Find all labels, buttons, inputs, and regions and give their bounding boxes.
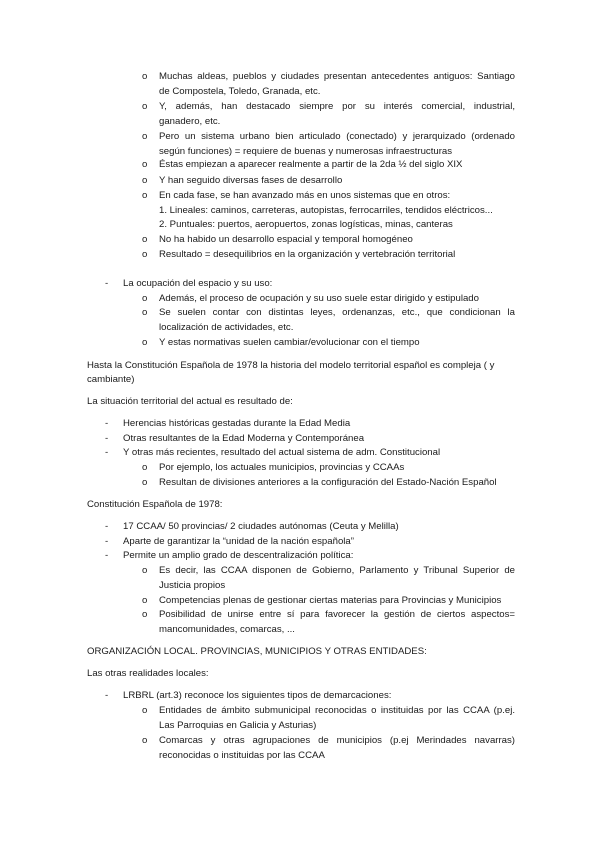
bullet-dash: - [105,550,109,561]
bullet-circle: o [142,595,148,606]
bullet-circle: o [142,234,148,245]
list-item-continued: 1. Lineales: caminos, carreteras, autopistas, ferrocarriles, tendidos eléctricos... [159,205,493,216]
list-item: Entidades de ámbito submunicipal reconocidas o instituidas por las CCAA (p.ej. [159,705,515,716]
list-item-continued: localización de actividades, etc. [159,322,294,333]
bullet-dash: - [105,521,109,532]
list-item: Y, además, han destacado siempre por su interés comercial, industrial, [159,101,515,112]
list-item-continued: de Compostela, Toledo, Granada, etc. [159,86,321,97]
list-item: La ocupación del espacio y su uso: [123,278,273,289]
list-item-continued: 2. Puntuales: puertos, aeropuertos, zonas logísticas, minas, canteras [159,219,453,230]
list-item: Por ejemplo, los actuales municipios, provincias y CCAAs [159,462,405,473]
bullet-circle: o [142,609,148,620]
list-item: Es decir, las CCAA disponen de Gobierno, Parlamento y Tribunal Superior de [159,565,515,576]
list-item: Muchas aldeas, pueblos y ciudades presentan antecedentes antiguos: Santiago [159,71,515,82]
bullet-dash: - [105,447,109,458]
paragraph: Constitución Española de 1978: [87,499,223,510]
bullet-circle: o [142,101,148,112]
bullet-circle: o [142,477,148,488]
bullet-circle: o [142,337,148,348]
list-item: Además, el proceso de ocupación y su uso suele estar dirigido y estipulado [159,293,479,304]
list-item: Y han seguido diversas fases de desarrollo [159,175,343,186]
list-item-continued: según funciones) = requiere de buenas y numerosas infraestructuras [159,146,453,157]
bullet-dash: - [105,433,109,444]
bullet-circle: o [142,293,148,304]
list-item: Aparte de garantizar la “unidad de la nación española” [123,536,354,547]
list-item-continued: mancomunidades, comarcas, ... [159,624,295,635]
list-item: 17 CCAA/ 50 provincias/ 2 ciudades autónomas (Ceuta y Melilla) [123,521,399,532]
paragraph: La situación territorial del actual es resultado de: [87,396,293,407]
bullet-dash: - [105,690,109,701]
list-item: En cada fase, se han avanzado más en unos sistemas que en otros: [159,190,451,201]
list-item: Permite un amplio grado de descentralización política: [123,550,354,561]
bullet-circle: o [142,565,148,576]
list-item: No ha habido un desarrollo espacial y temporal homogéneo [159,234,413,245]
paragraph: Hasta la Constitución Española de 1978 la historia del modelo territorial español es compleja ( y [87,360,495,371]
list-item: Otras resultantes de la Edad Moderna y Contemporánea [123,433,365,444]
section-heading: ORGANIZACIÓN LOCAL. PROVINCIAS, MUNICIPIOS Y OTRAS ENTIDADES: [87,646,427,657]
paragraph-continued: cambiante) [87,374,135,385]
list-item: Comarcas y otras agrupaciones de municipios (p.ej Merindades navarras) [159,735,515,746]
bullet-circle: o [142,71,148,82]
paragraph: Las otras realidades locales: [87,668,209,679]
bullet-circle: o [142,462,148,473]
list-item: Se suelen contar con distintas leyes, ordenanzas, etc., que condicionan la [159,307,515,318]
list-item: Pero un sistema urbano bien articulado (conectado) y jerarquizado (ordenado [159,131,515,142]
list-item-continued: reconocidas o instituidas por las CCAA [159,750,325,761]
bullet-circle: o [142,249,148,260]
list-item: Éstas empiezan a aparecer realmente a partir de la 2da ½ del siglo XIX [159,159,463,170]
bullet-dash: - [105,418,109,429]
list-item-continued: ganadero, etc. [159,116,221,127]
list-item: Y estas normativas suelen cambiar/evolucionar con el tiempo [159,337,420,348]
list-item: Herencias históricas gestadas durante la Edad Media [123,418,351,429]
bullet-circle: o [142,131,148,142]
bullet-circle: o [142,175,148,186]
bullet-circle: o [142,307,148,318]
list-item-continued: Las Parroquias en Galicia y Asturias) [159,720,317,731]
list-item: Resultan de divisiones anteriores a la configuración del Estado-Nación Español [159,477,497,488]
list-item: Resultado = desequilibrios en la organización y vertebración territorial [159,249,456,260]
bullet-circle: o [142,705,148,716]
list-item: Competencias plenas de gestionar ciertas materias para Provincias y Municipios [159,595,502,606]
list-item: LRBRL (art.3) reconoce los siguientes tipos de demarcaciones: [123,690,392,701]
list-item: Y otras más recientes, resultado del actual sistema de adm. Constitucional [123,447,441,458]
bullet-circle: o [142,735,148,746]
bullet-circle: o [142,159,148,170]
list-item-continued: Justicia propios [159,580,226,591]
bullet-dash: - [105,536,109,547]
bullet-dash: - [105,278,109,289]
list-item: Posibilidad de unirse entre sí para favorecer la gestión de ciertos aspectos= [159,609,515,620]
bullet-circle: o [142,190,148,201]
